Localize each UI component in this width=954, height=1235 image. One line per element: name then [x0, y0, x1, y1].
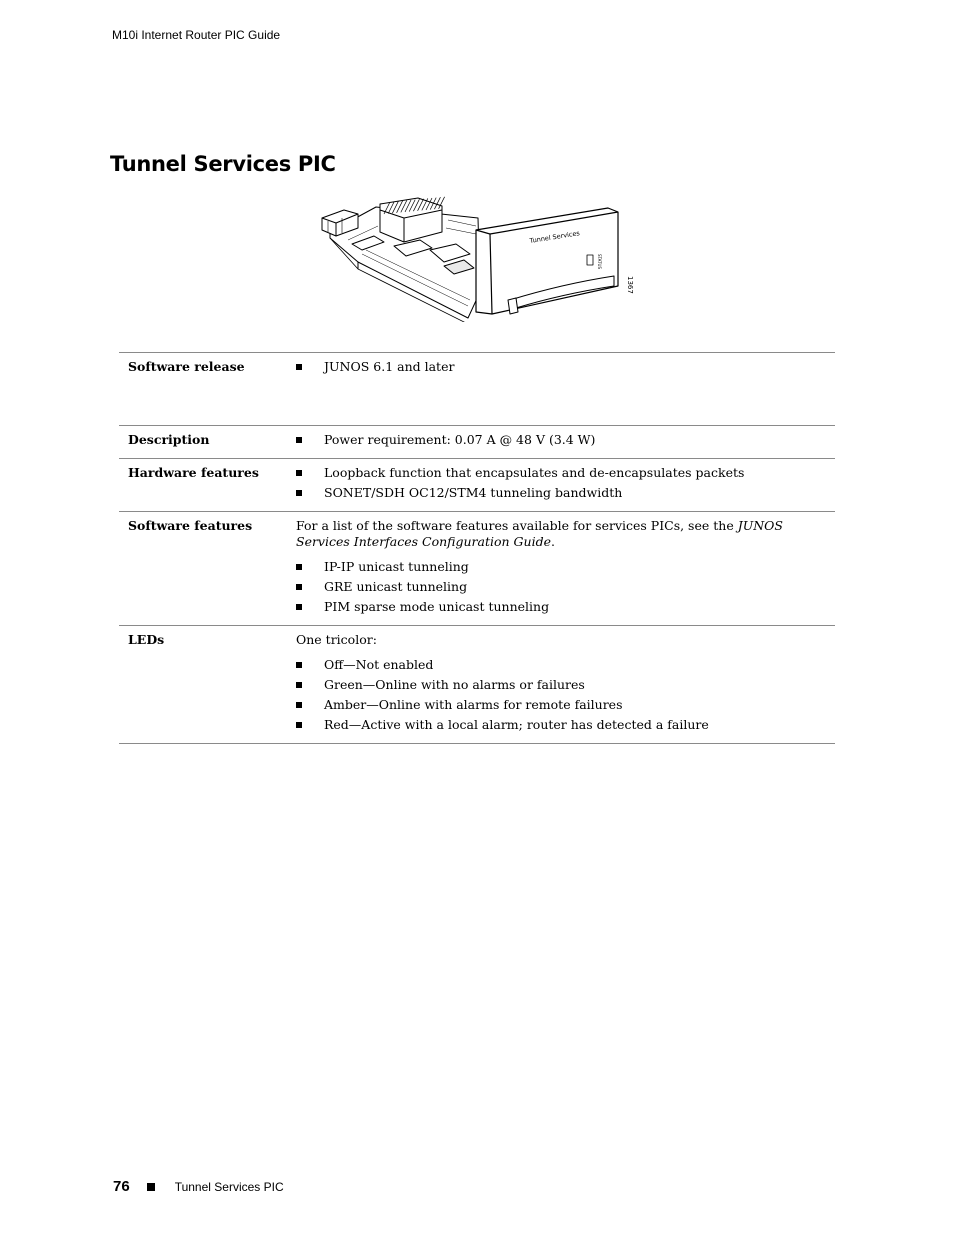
list-item: Off—Not enabled	[296, 657, 829, 673]
status-label: STATUS	[597, 254, 602, 270]
list-item: Amber—Online with alarms for remote failures	[296, 697, 829, 713]
intro-prefix: For a list of the software features available for services PICs, see the	[296, 518, 738, 533]
page-footer	[113, 1178, 284, 1195]
bullet-list	[296, 359, 829, 375]
pic-illustration	[318, 196, 642, 322]
figure-number: 1367	[626, 276, 634, 294]
page-number: 76	[113, 1178, 130, 1195]
spec-table	[119, 352, 835, 744]
list-item: IP-IP unicast tunneling	[296, 559, 829, 575]
spec-label: Software release	[119, 353, 296, 426]
spec-row-description	[119, 426, 835, 459]
page-title: Tunnel Services PIC	[110, 152, 336, 176]
running-head: M10i Internet Router PIC Guide	[112, 28, 281, 42]
bullet-list	[296, 432, 829, 448]
list-item: JUNOS 6.1 and later	[296, 359, 829, 375]
intro-text	[296, 518, 829, 550]
guide-reference: JUNOS Services Interfaces Configuration Guide	[296, 518, 783, 549]
spec-row-software-features	[119, 512, 835, 626]
bullet-list	[296, 559, 829, 615]
list-item: SONET/SDH OC12/STM4 tunneling bandwidth	[296, 485, 829, 501]
spec-row-software-release	[119, 353, 835, 426]
spec-label: Software features	[119, 512, 296, 626]
list-item: Loopback function that encapsulates and de-encapsulates packets	[296, 465, 829, 481]
list-item: Green—Online with no alarms or failures	[296, 677, 829, 693]
faceplate-label: Tunnel Services	[529, 229, 581, 245]
spec-label: Description	[119, 426, 296, 459]
spec-row-leds	[119, 626, 835, 744]
list-item: Red—Active with a local alarm; router has detected a failure	[296, 717, 829, 733]
intro-suffix: .	[551, 534, 555, 549]
list-item: Power requirement: 0.07 A @ 48 V (3.4 W)	[296, 432, 829, 448]
list-item: PIM sparse mode unicast tunneling	[296, 599, 829, 615]
spec-label: Hardware features	[119, 459, 296, 512]
list-item: GRE unicast tunneling	[296, 579, 829, 595]
bullet-list	[296, 465, 829, 501]
square-bullet-icon	[147, 1183, 155, 1191]
spec-row-hardware-features	[119, 459, 835, 512]
intro-text: One tricolor:	[296, 632, 377, 647]
spec-label: LEDs	[119, 626, 296, 744]
footer-section-title: Tunnel Services PIC	[174, 1179, 284, 1194]
bullet-list	[296, 657, 829, 733]
